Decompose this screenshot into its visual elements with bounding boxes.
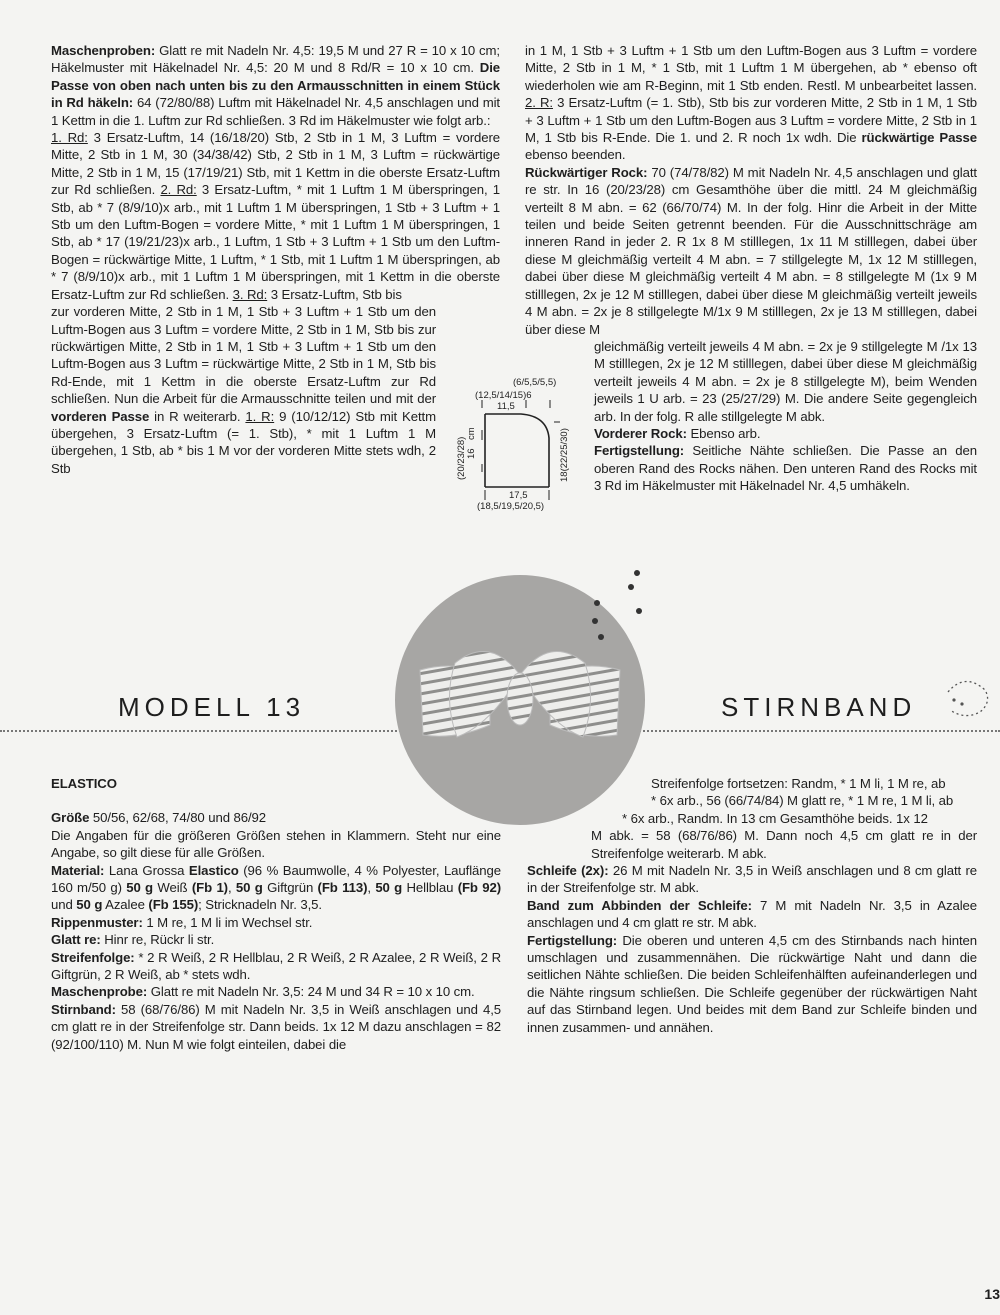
paragraph-round-3: zur vorderen Mitte, 2 Stb in 1 M, 1 Stb + 3 Luftm + 1 Stb um den Luftm-Bogen aus 3 Luftm = vordere Mitte, 2 Stb in 1 M, Stb bis zur rückwärtigen Mitte, 2 Stb in 1 M, 1 Stb + 3 Luftm + 1 Stb um den Luftm-Bogen aus 3 Luftm = rückwärtige Mitte, 2 Stb in 1 M, Stb bis Rd-Ende, mit 1 Kettm in die oberste Ersatz-Luftm zur Rd schließen. Nun die Arbeit für die Armausschnitte teilen und mit der vorderen Passe in R weiterarb. 1. R: 9 (10/12/12) Stb mit Kettm übergehen, 3 Ersatz-Luftm (= 1. Stb), * mit 1 Luftm 1 M übergehen, 1 Stb, ab * bis 1 M vor der vorderen Mitte stets wdh, 2 Stb: [51, 304, 436, 476]
paragraph-back-skirt: Rückwärtiger Rock: 70 (74/78/82) M mit Nadeln Nr. 4,5 anschlagen und glatt re str. In 16 (20/23/28) cm Gesamthöhe über die mittl. 24 M gleichmäßig verteilt 8 M abn. = 62 (66/70/74) M. In der folg. Hinr die Arbeit in der Mitte teilen und beide Seiten getrennt beenden. Für die Ausschnittschräge am inneren Rand in jeder 2. R 1x 8 M stilllegen, 1x 11 M stilllegen, dabei über diese M gleichmäßig verteilt 4 M abn. = 7 stillgelegte M, 1x 12 M stilllegen, dabei über diese M gleichmäßig verteilt 4 M abn. = 8 stillgelegte M (1x 9 M stilllegen, 2x je 12 M stilllegen, dabei über diese M gleichmäßig verteilt jeweils 4 M abn. = 2x je 8 stillgelegte M/1x 9 M stilllegen, 2x je 13 M stilllegen, dabei über diese M: [525, 164, 977, 337]
line-stripe-continue-2: * 6x arb., 56 (66/74/84) M glatt re, * 1 M re, 1 M li, ab: [651, 793, 954, 809]
instructions-column-bottom-left: [51, 775, 501, 1053]
diagram-right-label: 18(22/25/30): [559, 428, 570, 482]
paragraph-tie-band: Band zum Abbinden der Schleife: 7 M mit Nadeln Nr. 3,5 in Azalee anschlagen und 4 cm glatt re str. M abk.: [527, 897, 977, 931]
paragraph-finishing: Fertigstellung: Seitliche Nähte schließen. Die Passe an den oberen Rand des Rocks nähen. Den unteren Rand des Rocks mit 3 Rd im Häkelmuster mit Häkelnadel Nr. 4,5 umhäkeln.: [594, 443, 977, 494]
diagram-bottom-label-1: 17,5: [509, 490, 528, 501]
diagram-left-label: (20/23/28): [456, 436, 467, 480]
line-stripe-continue-1: Streifenfolge fortsetzen: Randm, * 1 M li, 1 M re, ab: [651, 776, 946, 791]
paragraph-rounds: 1. Rd: 3 Ersatz-Luftm, 14 (16/18/20) Stb, 2 Stb in 1 M, 3 Luftm = vordere Mitte, 2 Stb in 1 M, 30 (34/38/42) Stb, 2 Stb in 1 M, 3 Luftm = rückwärtige Mitte, 2 Stb in 1 M, 15 (17/19/21) Stb, mit 1 Kettm in die oberste Ersatz-Luftm zur Rd schließen. 2. Rd: 3 Ersatz-Luftm, * mit 1 Luftm 1 M überspringen, 1 Stb, ab * 7 (8/9/10)x arb., mit 1 Luftm 1 M überspringen, 1 Stb + 3 Luftm + 1 Stb um den Luftm-Bogen = vordere Mitte, * mit 1 Luftm 1 M überspringen, 1 Stb, ab * 17 (19/21/23)x arb., 1 Luftm, 1 Stb + 3 Luftm + 1 Stb um den Luftm-Bogen = rückwärtige Mitte, 1 Luftm, * 1 Stb, mit 1 Luftm 1 M überspringen, ab * 7 (8/9/10)x arb., mit 1 Luftm 1 M überspringen, mit 1 Kettm in die oberste Ersatz-Luftm zur Rd schließen. 3. Rd: 3 Ersatz-Luftm, Stb bis: [51, 130, 500, 302]
paragraph-headband: Stirnband: 58 (68/76/86) M mit Nadeln Nr. 3,5 in Weiß anschlagen und 4,5 cm glatt re in der Streifenfolge str. Dann beids. 1x 12 M dazu anschlagen = 82 (92/100/110) M. Nun M wie folgt einteilen, dabei die: [51, 1001, 501, 1052]
paragraph-finishing-band: Fertigstellung: Die oberen und unteren 4,5 cm des Stirnbands nach hinten umschlagen und zusammennähen. Die rückwärtige Naht und dann die seitlichen Nähte schließen. Die beiden Schleifenhälften aufeinanderlegen und die Nähte ringsum schließen. Die Schleife gegenüber der rückwärtigen Naht auf das Stirnband legen. Und beides mit dem Band zur Schleife binden und innen zusammen- und annähen.: [527, 932, 977, 1035]
instructions-column-top-left: [51, 42, 500, 477]
paragraph-stockinette: Glatt re: Hinr re, Rückr li str.: [51, 932, 215, 948]
instructions-column-bottom-right: [527, 775, 977, 1036]
diagram-top-label-3: 11,5: [497, 401, 515, 412]
paragraph-gauge-band: Maschenprobe: Glatt re mit Nadeln Nr. 3,5: 24 M und 34 R = 10 x 10 cm.: [51, 984, 475, 1000]
diagram-left-unit: cm: [466, 427, 477, 440]
decorative-dots: [585, 565, 645, 645]
paragraph-stripe-sequence: Streifenfolge: * 2 R Weiß, 2 R Hellblau, 2 R Weiß, 2 R Azalee, 2 R Weiß, 2 R Giftgrün, 2 R Weiß, ab * stets wdh.: [51, 949, 501, 983]
paragraph-rib-pattern: Rippenmuster: 1 M re, 1 M li im Wechsel str.: [51, 914, 313, 930]
paragraph-passe-rows: in 1 M, 1 Stb + 3 Luftm + 1 Stb um den Luftm-Bogen aus 3 Luftm = vordere Mitte, 2 Stb in 1 M, * 1 Stb, mit 1 Luftm 1 M übergehen, ab * ebenso oft wiederholen wie am R-Beginn, mit 1 Stb enden. Restl. M unbearbeitet lassen. 2. R: 3 Ersatz-Luftm (= 1. Stb), Stb bis zur vorderen Mitte, 2 Stb in 1 M, 1 Stb + 3 Luftm + 1 Stb um den Luftm-Bogen aus 3 Luftm = vordere Mitte, 2 Stb in 1 M, 1 Stb bis R-Ende. Die 1. und 2. R noch 1x wdh. Die rückwärtige Passe ebenso beenden.: [525, 43, 978, 163]
line-stripe-continue-4: M abk. = 58 (68/76/86) M. Dann noch 4,5 cm glatt re in der Streifenfolge weiterarb. M abk.: [591, 828, 977, 861]
instructions-column-top-right: [525, 42, 977, 495]
decorative-dotted-ornament: [940, 672, 995, 732]
yarn-heading: ELASTICO: [51, 776, 117, 791]
paragraph-back-skirt-cont: gleichmäßig verteilt jeweils 4 M abn. = 2x je 9 stillgelegte M /1x 13 M stilllegen, 2x je 12 M stilllegen, dabei über diese M gleichmäßig verteilt jeweils 4 M abn. = 2x je 8 stillgelegte M), beim Wenden jeweils 1 U arb. = 23 (25/27/29) M. Die andere Seite gegengleich arb. In der folg. R alle stillgelegte M abk.: [594, 338, 977, 424]
article-title: STIRNBAND: [721, 692, 917, 722]
diagram-bottom-label-2: (18,5/19,5/20,5): [477, 501, 545, 512]
paragraph-gauge: Maschenproben: Glatt re mit Nadeln Nr. 4,5: 19,5 M und 27 R = 10 x 10 cm; Häkelmuster mit Häkelnadel Nr. 4,5: 20 M und 8 Rd/R = 10 x 10 cm. Die Passe von oben nach unten bis zu den Armausschnitten in einem Stück in Rd häkeln: 64 (72/80/88) Luftm mit Häkelnadel Nr. 4,5 anschlagen und mit 1 Kettm in die 1. Luftm zur Rd schließen. 3 Rd im Häkelmuster wie folgt arb.:: [51, 43, 501, 128]
paragraph-material: Material: Lana Grossa Elastico (96 % Baumwolle, 4 % Polyester, Lauflänge 160 m/50 g) 50 g Weiß (Fb 1), 50 g Giftgrün (Fb 113), 50 g Hellblau (Fb 92) und 50 g Azalee (Fb 155); Stricknadeln Nr. 3,5.: [51, 862, 502, 913]
paragraph-size-note: Die Angaben für die größeren Größen stehen in Klammern. Steht nur eine Angabe, so gilt diese für alle Größen.: [51, 827, 501, 861]
paragraph-bow: Schleife (2x): 26 M mit Nadeln Nr. 3,5 in Weiß anschlagen und 8 cm glatt re in der Streifenfolge str. M abk.: [527, 863, 977, 896]
paragraph-size: Größe 50/56, 62/68, 74/80 und 86/92: [51, 810, 266, 826]
model-heading: MODELL 13: [118, 692, 306, 722]
line-stripe-continue-3: * 6x arb., Randm. In 13 cm Gesamthöhe beids. 1x 12: [622, 810, 928, 826]
diagram-top-label-1: (6/5,5/5,5): [513, 377, 557, 388]
page-number: 13: [984, 1286, 1000, 1302]
diagram-top-label-2: (12,5/14/15)6: [475, 390, 532, 401]
paragraph-front-skirt: Vorderer Rock: Ebenso arb.: [594, 425, 761, 441]
diagram-left-label-2: 16: [466, 448, 477, 459]
